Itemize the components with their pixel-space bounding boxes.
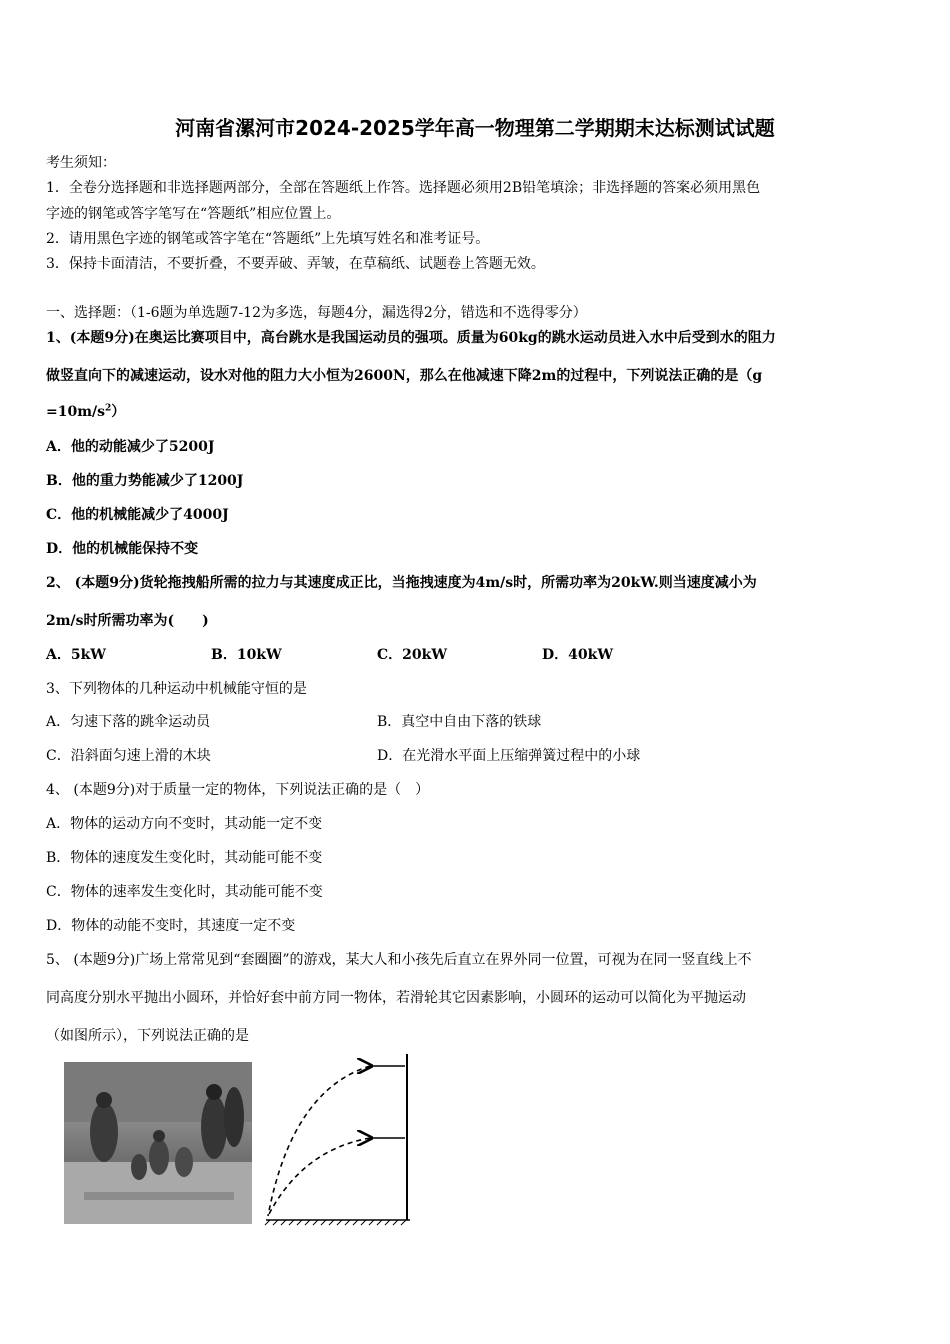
q4-option-d: D．物体的动能不变时，其速度一定不变 [46, 918, 296, 934]
q1-close: ） [111, 404, 126, 420]
q5-line-1: 5、 (本题9分)广场上常常见到“套圈圈”的游戏，某大人和小孩先后直立在界外同一位置，可视为在同一竖直线上不 [46, 952, 752, 968]
q1-line-3 [46, 401, 125, 421]
q2-line-1: 2、 (本题9分)货轮拖拽船所需的拉力与其速度成正比，当拖拽速度为4m/s时，所需功率为20kW.则当速度减小为 [46, 575, 757, 591]
q1-line-2: 做竖直向下的减速运动，设水对他的阻力大小恒为2600N，那么在他减速下降2m的过程中，下列说法正确的是（g [46, 368, 763, 384]
q3-option-a: A．匀速下落的跳伞运动员 [46, 714, 211, 730]
notice-heading: 考生须知： [46, 155, 116, 171]
q1-option-c: C．他的机械能减少了4000J [46, 507, 229, 523]
q4-option-a: A．物体的运动方向不变时，其动能一定不变 [46, 816, 323, 832]
q1-unit: =10m/s [46, 404, 106, 420]
q1-line-1: 1、(本题9分)在奥运比赛项目中，高台跳水是我国运动员的强项。质量为60kg的跳水运动员进入水中后受到水的阻力 [46, 330, 776, 346]
notice-line-1a: 1．全卷分选择题和非选择题两部分，全部在答题纸上作答。选择题必须用2B铅笔填涂；非选择题的答案必须用黑色 [46, 180, 761, 196]
q2-line-2: 2m/s时所需功率为( ) [46, 613, 209, 629]
notice-line-1b: 字迹的钢笔或答字笔写在“答题纸”相应位置上。 [46, 206, 341, 222]
q3-option-c: C．沿斜面匀速上滑的木块 [46, 748, 211, 764]
q2-option-c: C．20kW [377, 647, 448, 663]
q2-option-a: A．5kW [46, 647, 107, 663]
q5-line-3: （如图所示），下列说法正确的是 [46, 1028, 249, 1044]
q1-option-d: D．他的机械能保持不变 [46, 541, 199, 557]
q4-option-b: B．物体的速度发生变化时，其动能可能不变 [46, 850, 323, 866]
notice-line-2: 2．请用黑色字迹的钢笔或答字笔在“答题纸”上先填写姓名和准考证号。 [46, 231, 490, 247]
q1-unit-exponent: 2 [105, 403, 112, 414]
projectile-diagram [262, 1050, 422, 1226]
q2-option-b: B．10kW [211, 647, 282, 663]
notice-line-3: 3．保持卡面清洁，不要折叠，不要弄破、弄皱，在草稿纸、试题卷上答题无效。 [46, 256, 545, 272]
q3-line-1: 3、下列物体的几种运动中机械能守恒的是 [46, 681, 307, 697]
ring-toss-photo-figures [64, 1062, 252, 1224]
q4-option-c: C．物体的速率发生变化时，其动能可能不变 [46, 884, 323, 900]
page-title: 河南省漯河市2024-2025学年高一物理第二学期期末达标测试试题 [175, 116, 775, 140]
ring-toss-photo [64, 1062, 252, 1224]
q5-line-2: 同高度分别水平抛出小圆环，并恰好套中前方同一物体，若滑轮其它因素影响，小圆环的运动可以简化为平抛运动 [46, 990, 746, 1006]
q3-option-b: B．真空中自由下落的铁球 [377, 714, 542, 730]
q4-line-1: 4、 (本题9分)对于质量一定的物体，下列说法正确的是（ ） [46, 782, 430, 798]
lower-trajectory [268, 1138, 370, 1216]
q1-option-a: A．他的动能减少了5200J [46, 439, 215, 455]
q2-option-d: D．40kW [542, 647, 614, 663]
q1-option-b: B．他的重力势能减少了1200J [46, 473, 244, 489]
q3-option-d: D．在光滑水平面上压缩弹簧过程中的小球 [377, 748, 641, 764]
upper-trajectory [268, 1066, 370, 1216]
section-heading: 一、选择题：（1-6题为单选题7-12为多选，每题4分，漏选得2分，错选和不选得零分） [46, 305, 587, 321]
